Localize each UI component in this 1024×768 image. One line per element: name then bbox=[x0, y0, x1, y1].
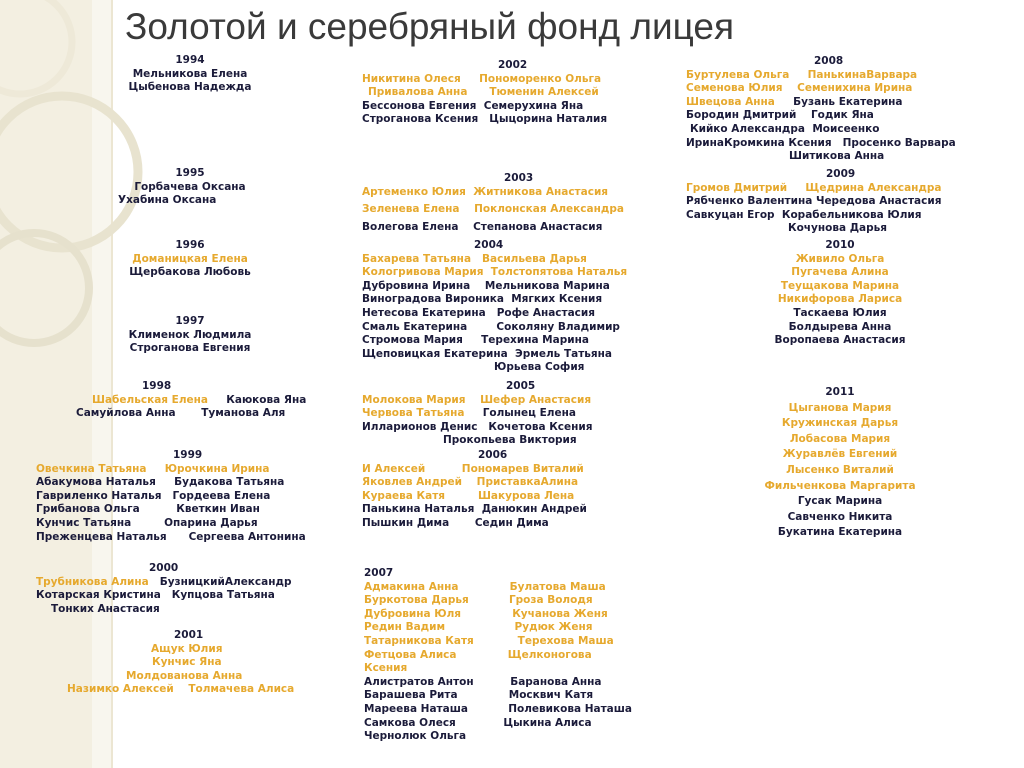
student-name: Баранова Анна bbox=[510, 675, 602, 688]
student-name: Лобасова Мария bbox=[789, 432, 891, 445]
student-name: Цыбенова Надежда bbox=[128, 81, 252, 94]
student-name: Яковлев Андрей bbox=[362, 476, 463, 489]
year-2000-block bbox=[36, 562, 336, 616]
student-name: Самуйлова Анна bbox=[76, 407, 176, 420]
student-name: Юрьева София bbox=[494, 361, 585, 374]
year-1994-block bbox=[120, 54, 260, 95]
year-label: 2006 bbox=[478, 449, 508, 461]
student-name: Прокопьева Виктория bbox=[443, 434, 577, 447]
student-name: Никитина Олеся bbox=[362, 72, 461, 85]
student-name: Эрмель Татьяна bbox=[515, 347, 612, 360]
year-2002-block bbox=[362, 59, 662, 127]
student-name: Бахарева Татьяна bbox=[362, 252, 472, 265]
student-name: Ащук Юлия bbox=[151, 642, 223, 655]
year-1995-block bbox=[115, 167, 265, 208]
student-name: И Алексей bbox=[362, 462, 426, 475]
student-name: Гордеева Елена bbox=[172, 489, 271, 502]
year-2004-block bbox=[362, 239, 662, 375]
student-name: Илларионов Денис bbox=[362, 420, 478, 433]
student-name: Кологривова Мария bbox=[362, 266, 484, 279]
student-name: ИринаКромкина Ксения bbox=[686, 136, 832, 149]
student-name: Семерухина Яна bbox=[483, 99, 584, 112]
student-name: Цыганова Мария bbox=[788, 401, 892, 414]
page-title: Золотой и серебряный фонд лицея bbox=[125, 6, 735, 47]
student-name: Молокова Мария bbox=[362, 393, 466, 406]
year-label: 1997 bbox=[175, 315, 205, 327]
year-label: 2009 bbox=[826, 168, 856, 180]
student-name: Стромова Мария bbox=[362, 334, 463, 347]
year-2005-block bbox=[362, 380, 662, 448]
student-name: Данюкин Андрей bbox=[481, 503, 587, 516]
year-1999-block bbox=[36, 449, 336, 544]
student-name: Преженцева Наталья bbox=[36, 530, 167, 543]
student-name: Адмакина Анна bbox=[364, 580, 459, 593]
student-name: Шефер Анастасия bbox=[480, 393, 592, 406]
student-name: Нетесова Екатерина bbox=[362, 306, 486, 319]
student-name: Пономарев Виталий bbox=[461, 462, 584, 475]
student-name: Мельникова Елена bbox=[132, 67, 248, 80]
student-name: Червова Татьяна bbox=[362, 407, 465, 420]
student-name: Щелконогова bbox=[507, 648, 592, 661]
student-name: Бородин Дмитрий bbox=[686, 109, 797, 122]
year-label: 2007 bbox=[364, 567, 394, 579]
student-name: Кветкин Иван bbox=[176, 503, 260, 516]
student-name: Буртулева Ольга bbox=[686, 68, 790, 81]
student-name: Дубровина Юля bbox=[364, 607, 462, 620]
year-label: 1998 bbox=[142, 380, 172, 392]
student-name: Тонких Анастасия bbox=[51, 602, 160, 615]
student-name: Кочунова Дарья bbox=[788, 222, 888, 235]
student-name: Щеповицкая Екатерина bbox=[362, 347, 508, 360]
student-name: Лысенко Виталий bbox=[786, 463, 894, 476]
student-name: Мареева Наташа bbox=[364, 702, 468, 715]
student-name: Кунчис Татьяна bbox=[36, 516, 132, 529]
student-name: Журавлёв Евгений bbox=[782, 448, 898, 461]
student-name: Толстопятова Наталья bbox=[490, 266, 628, 279]
student-name: Зеленева Елена bbox=[362, 203, 460, 216]
student-name: БузницкийАлександр bbox=[159, 575, 292, 588]
student-name: Овечкина Татьяна bbox=[36, 462, 147, 475]
student-name: Москвич Катя bbox=[508, 689, 594, 702]
student-name: Рябченко Валентина bbox=[686, 195, 813, 208]
year-label: 2005 bbox=[506, 380, 536, 392]
student-name: Громов Дмитрий bbox=[686, 181, 788, 194]
student-name: Кунчис Яна bbox=[152, 656, 222, 669]
year-2009-block bbox=[686, 168, 1006, 236]
student-name: Булатова Маша bbox=[509, 580, 606, 593]
year-1998-block bbox=[70, 380, 340, 421]
student-name: Ухабина Оксана bbox=[118, 194, 217, 207]
student-name: Назимко Алексей bbox=[67, 683, 174, 696]
student-name: Пономоренко Ольга bbox=[479, 72, 602, 85]
student-name: Пышкин Дима bbox=[362, 516, 450, 529]
student-name: Цыцорина Наталия bbox=[489, 113, 608, 126]
student-name: Трубникова Алина bbox=[36, 575, 149, 588]
student-name: Кураева Катя bbox=[362, 489, 446, 502]
year-2006-block bbox=[362, 449, 662, 531]
year-label: 2011 bbox=[825, 386, 855, 398]
student-name: Горбачева Оксана bbox=[134, 180, 246, 193]
student-name: Седин Дима bbox=[474, 516, 549, 529]
student-name: Бессонова Евгения bbox=[362, 99, 477, 112]
year-label: 2000 bbox=[149, 562, 179, 574]
student-name: Цыкина Алиса bbox=[503, 716, 592, 729]
student-name: Кучанова Женя bbox=[512, 607, 608, 620]
student-name: Моисеенко bbox=[812, 122, 880, 135]
student-name: Бузань Екатерина bbox=[793, 95, 903, 108]
student-name: Будакова Татьяна bbox=[174, 476, 285, 489]
student-name: Корабельникова Юлия bbox=[781, 208, 922, 221]
year-label: 1995 bbox=[175, 167, 205, 179]
student-name: Пугачева Алина bbox=[791, 266, 889, 279]
student-name: Строганова Ксения bbox=[362, 113, 479, 126]
student-name: Живило Ольга bbox=[795, 252, 885, 265]
student-name: Опарина Дарья bbox=[164, 516, 258, 529]
student-name: Годик Яна bbox=[810, 109, 874, 122]
student-name: Терехова Маша bbox=[517, 634, 614, 647]
student-name: Кочетова Ксения bbox=[488, 420, 593, 433]
year-label: 1996 bbox=[175, 239, 205, 251]
year-1996-block bbox=[120, 239, 260, 280]
student-name: Виноградова Вироника bbox=[362, 293, 504, 306]
student-name: Гусак Марина bbox=[797, 495, 883, 508]
year-2011-block bbox=[745, 385, 935, 541]
student-name: Шитикова Анна bbox=[789, 150, 885, 163]
student-name: Шакурова Лена bbox=[477, 489, 575, 502]
student-name: Васильева Дарья bbox=[482, 252, 587, 265]
year-label: 2002 bbox=[498, 59, 528, 71]
student-name: Житникова Анастасия bbox=[473, 185, 609, 198]
student-name: Клименок Людмила bbox=[128, 328, 252, 341]
student-name: Гавриленко Наталья bbox=[36, 489, 162, 502]
student-name: Шабельская Елена bbox=[92, 393, 208, 406]
year-label: 2010 bbox=[825, 239, 855, 251]
student-name: Чернолюк Ольга bbox=[364, 730, 467, 743]
year-label: 2004 bbox=[474, 239, 504, 251]
year-2001-block bbox=[60, 629, 320, 697]
year-2007-block bbox=[364, 567, 684, 744]
student-name: Юрочкина Ирина bbox=[164, 462, 270, 475]
student-name: Тюменин Алексей bbox=[489, 86, 599, 99]
student-name: Щедрина Александра bbox=[805, 181, 942, 194]
student-name: Панькина Наталья bbox=[362, 503, 475, 516]
student-name: Болдырева Анна bbox=[788, 320, 892, 333]
student-name: Самкова Олеся bbox=[364, 716, 456, 729]
year-2010-block bbox=[760, 239, 920, 348]
student-name: Степанова Анастасия bbox=[473, 220, 603, 233]
student-name: Толмачева Алиса bbox=[188, 683, 295, 696]
year-label: 1999 bbox=[173, 449, 203, 461]
student-name: Мягких Ксения bbox=[511, 293, 603, 306]
student-name: Терехина Марина bbox=[481, 334, 589, 347]
student-name: Волегова Елена bbox=[362, 220, 459, 233]
student-name: Семенова Юлия bbox=[686, 82, 783, 95]
student-name: Кийко Александра bbox=[690, 122, 806, 135]
year-label: 2008 bbox=[814, 55, 844, 67]
student-name: Алистратов Антон bbox=[364, 675, 474, 688]
year-2008-block bbox=[686, 55, 1006, 164]
student-name: Каюкова Яна bbox=[226, 393, 307, 406]
student-name: Привалова Анна bbox=[368, 86, 468, 99]
student-name: Абакумова Наталья bbox=[36, 476, 156, 489]
student-name: Молдованова Анна bbox=[126, 669, 243, 682]
student-name: ПриставкаАлина bbox=[476, 476, 579, 489]
student-name: Рудюк Женя bbox=[514, 621, 593, 634]
student-name: Полевикова Наташа bbox=[508, 702, 633, 715]
year-label: 2001 bbox=[174, 629, 204, 641]
student-name: Никифорова Лариса bbox=[777, 293, 903, 306]
student-name: Туманова Аля bbox=[201, 407, 286, 420]
student-name: Барашева Рита bbox=[364, 689, 458, 702]
student-name: Сергеева Антонина bbox=[188, 530, 306, 543]
student-name: Купцова Татьяна bbox=[171, 589, 275, 602]
student-name: Букатина Екатерина bbox=[777, 526, 903, 539]
student-name: Соколяну Владимир bbox=[496, 320, 620, 333]
student-name: Щербакова Любовь bbox=[129, 266, 251, 279]
student-name: Теущакова Марина bbox=[780, 279, 900, 292]
student-name: Дубровина Ирина bbox=[362, 279, 471, 292]
year-2003-block bbox=[362, 172, 662, 234]
student-name: Фетцова Алиса bbox=[364, 648, 457, 661]
student-name: Фильченкова Маргарита bbox=[764, 479, 916, 492]
student-name: Доманицкая Елена bbox=[132, 252, 248, 265]
student-name: Поклонская Александра bbox=[474, 203, 624, 216]
student-name: Савкуцан Егор bbox=[686, 208, 775, 221]
student-name: Мельникова Марина bbox=[484, 279, 610, 292]
student-name: Савченко Никита bbox=[787, 510, 893, 523]
student-name: Татарникова Катя bbox=[364, 634, 474, 647]
student-name: ПанькинаВарвара bbox=[807, 68, 918, 81]
student-name: Смаль Екатерина bbox=[362, 320, 468, 333]
student-name: Голынец Елена bbox=[482, 407, 576, 420]
student-name: Воропаева Анастасия bbox=[774, 334, 906, 347]
student-name: Швецова Анна bbox=[686, 95, 775, 108]
year-label: 1994 bbox=[175, 54, 205, 66]
student-name: Кружинская Дарья bbox=[781, 417, 899, 430]
student-name: Грибанова Ольга bbox=[36, 503, 140, 516]
student-name: Просенко Варвара bbox=[842, 136, 956, 149]
student-name: Таскаева Юлия bbox=[793, 306, 887, 319]
student-name: Строганова Евгения bbox=[129, 342, 251, 355]
student-name: Буркотова Дарья bbox=[364, 594, 469, 607]
student-name: Артеменко Юлия bbox=[362, 185, 466, 198]
year-1997-block bbox=[120, 315, 260, 356]
student-name: Рофе Анастасия bbox=[496, 306, 596, 319]
student-name: Семенихина Ирина bbox=[797, 82, 913, 95]
student-name: Редин Вадим bbox=[364, 621, 446, 634]
student-name: Ксения bbox=[364, 662, 408, 675]
year-label: 2003 bbox=[504, 172, 534, 184]
student-name: Гроза Володя bbox=[508, 594, 593, 607]
student-name: Чередова Анастасия bbox=[815, 195, 942, 208]
student-name: Котарская Кристина bbox=[36, 589, 161, 602]
